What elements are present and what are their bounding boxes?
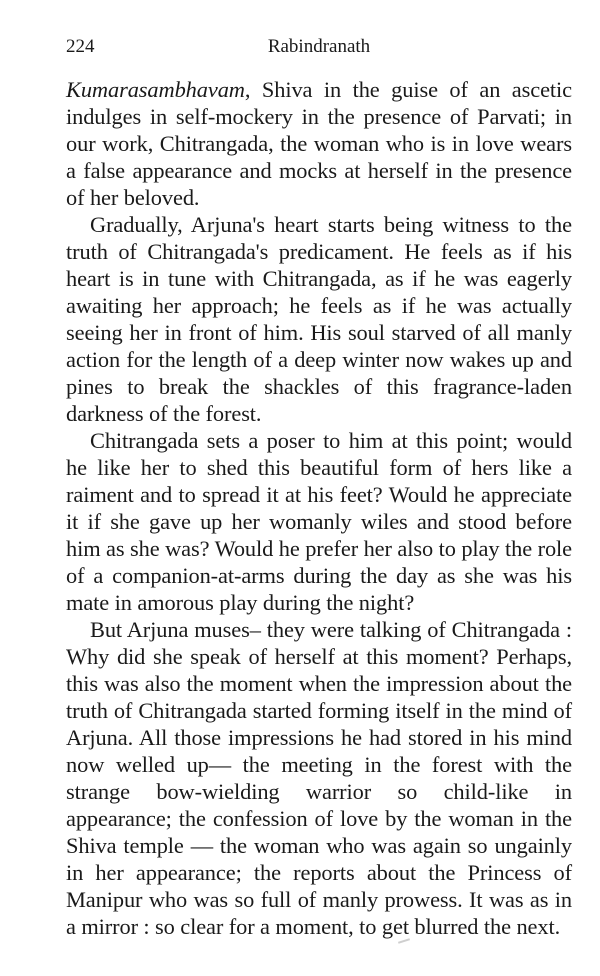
paragraph-1-text: , Shiva in the guise of an ascetic indulges in self-mockery in the presence of Parvati; in our work, Chitrangada, the woman who is in love wears a false appearance and mocks at herself in the presence of her beloved. — [66, 77, 572, 210]
paragraph-3: Chitrangada sets a poser to him at this point; would he like her to shed this beautiful form of hers like a raiment and to spread it at his feet? Would he appreciate it if she gave up her womanly wiles and stood before him as she was? Would he prefer her also to play the role of a companion-at-arms during the day as she was his mate in amorous play during the night? — [66, 428, 572, 615]
book-title-italic: Kumarasambhavam — [66, 77, 245, 102]
paragraph-4: But Arjuna muses– they were talking of Chitrangada : Why did she speak of herself at this moment? Perhaps, this was also the moment when the impression about the truth of Chitrangada started forming itself in the mind of Arjuna. All those impressions he had stored in his mind now welled up— the meeting in the forest with the strange bow-wielding warrior so child-like in appearance; the confession of love by the woman in the Shiva temple — the woman who was again so ungainly in her appearance; the reports about the Princess of Manipur who was so full of manly prowess. It was as in a mirror : so clear for a moment, to get blurred the next. — [66, 617, 572, 939]
page-number: 224 — [66, 36, 95, 57]
body-text — [66, 76, 572, 940]
paragraph-1 — [66, 76, 572, 211]
running-title: Rabindranath — [267, 36, 371, 57]
running-head — [66, 36, 572, 76]
paragraph-2: Gradually, Arjuna's heart starts being witness to the truth of Chitrangada's predicament. He feels as if his heart is in tune with Chitrangada, as if he was eagerly awaiting her approach; he feels as if he was actually seeing her in front of him. His soul starved of all manly action for the length of a deep winter now wakes up and pines to break the shackles of this fragrance-laden darkness of the forest. — [66, 212, 572, 426]
book-page — [66, 36, 572, 940]
